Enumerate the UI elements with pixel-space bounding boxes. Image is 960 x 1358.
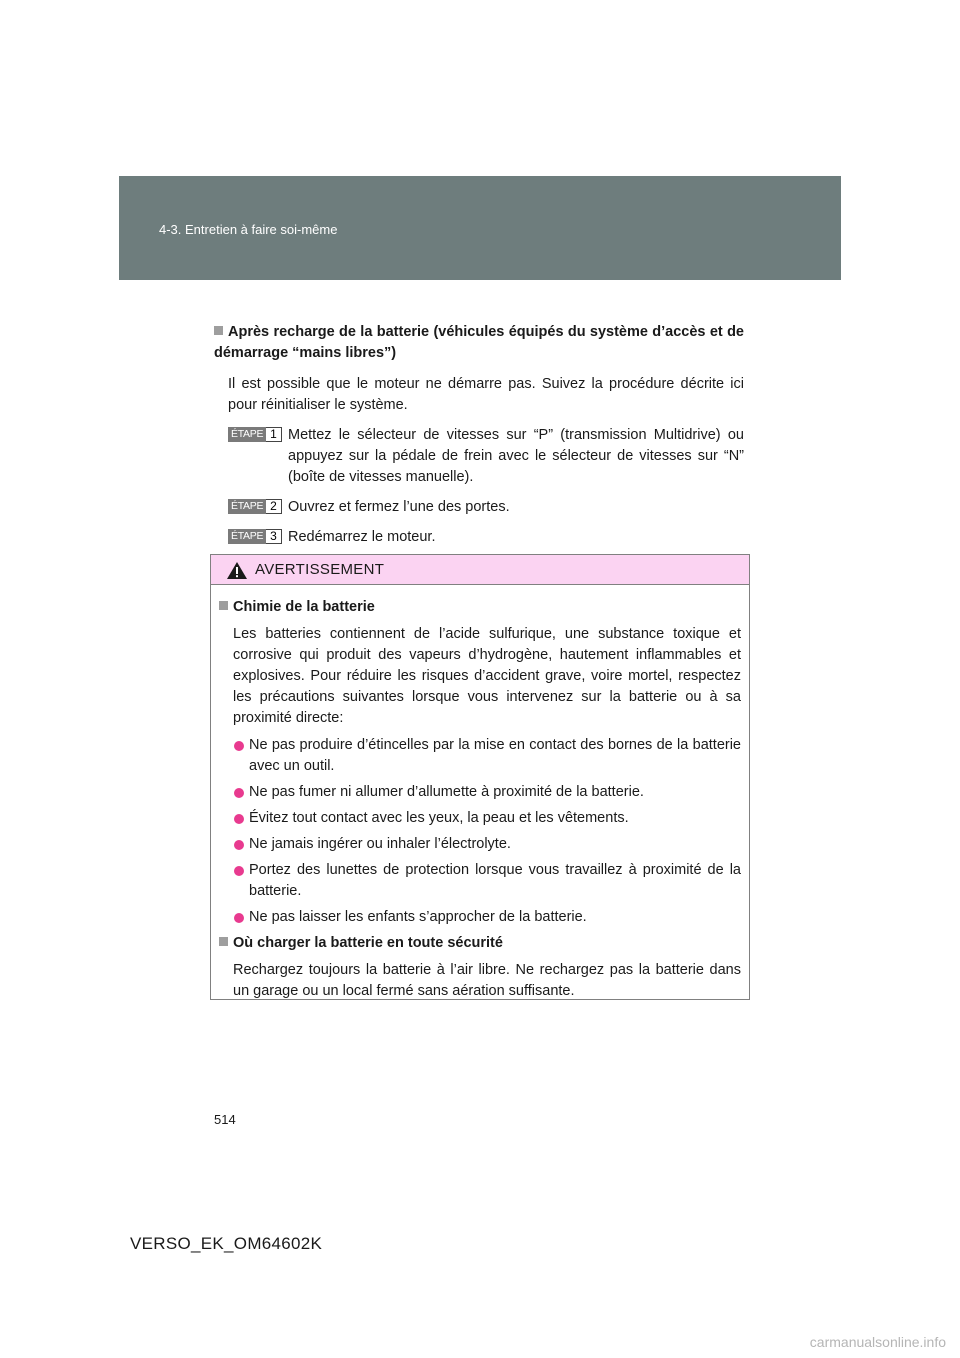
bullet-dot-icon [234, 866, 244, 876]
list-item: Ne jamais ingérer ou inhaler l’électrolyte. [219, 834, 741, 855]
bullet-dot-icon [234, 814, 244, 824]
step-text: Ouvrez et fermez l’une des portes. [288, 499, 510, 515]
warning-bullet-list [219, 735, 741, 928]
list-item: Portez des lunettes de protection lorsque vous travaillez à proximité de la batterie. [219, 860, 741, 902]
step-badge: ÉTAPE 3 [228, 529, 282, 544]
main-content [214, 322, 744, 548]
intro-text: Il est possible que le moteur ne démarre pas. Suivez la procédure décrite ici pour réinitialiser le système. [228, 376, 744, 413]
header-band [119, 176, 841, 280]
intro-heading-text: Après recharge de la batterie (véhicules équipés du système d’accès et de démarrage “mains libres”) [214, 324, 744, 361]
section-title: 4-3. Entretien à faire soi-même [159, 222, 338, 237]
warning-body [211, 585, 749, 1002]
warning-text-1: Les batteries contiennent de l’acide sulfurique, une substance toxique et corrosive qui produit des vapeurs d’hydrogène, hautement inflammables et explosives. Pour réduire les risques d’accident grave, voire mortel, respectez les précautions suivantes lorsque vous intervenez sur la batterie ou à sa proximité directe: [233, 626, 741, 726]
list-item: Ne pas laisser les enfants s’approcher de la batterie. [219, 907, 741, 928]
page-number: 514 [214, 1112, 236, 1127]
warning-text-2: Rechargez toujours la batterie à l’air libre. Ne rechargez pas la batterie dans un garage ou un local fermé sans aération suffisante. [233, 962, 741, 999]
square-bullet-icon [214, 326, 223, 335]
bullet-dot-icon [234, 788, 244, 798]
step-2 [214, 497, 744, 518]
list-item: Évitez tout contact avec les yeux, la peau et les vêtements. [219, 808, 741, 829]
intro-heading [214, 322, 744, 364]
warning-heading-1: Chimie de la batterie [219, 597, 741, 618]
bullet-dot-icon [234, 840, 244, 850]
square-bullet-icon [219, 937, 228, 946]
warning-heading-2: Où charger la batterie en toute sécurité [219, 933, 741, 954]
watermark: carmanualsonline.info [809, 1334, 946, 1350]
document-code: VERSO_EK_OM64602K [130, 1234, 323, 1253]
bullet-dot-icon [234, 741, 244, 751]
step-badge: ÉTAPE 2 [228, 499, 282, 514]
step-3 [214, 527, 744, 548]
warning-header [211, 555, 749, 585]
step-1 [214, 425, 744, 488]
warning-title: AVERTISSEMENT [255, 561, 385, 578]
bullet-dot-icon [234, 913, 244, 923]
step-badge: ÉTAPE 1 [228, 427, 282, 442]
warning-box [210, 554, 750, 1000]
warning-triangle-icon [227, 562, 247, 579]
list-item: Ne pas produire d’étincelles par la mise en contact des bornes de la batterie avec un outil. [219, 735, 741, 777]
square-bullet-icon [219, 601, 228, 610]
step-text: Redémarrez le moteur. [288, 529, 436, 545]
list-item: Ne pas fumer ni allumer d’allumette à proximité de la batterie. [219, 782, 741, 803]
step-text: Mettez le sélecteur de vitesses sur “P” (transmission Multidrive) ou appuyez sur la pédale de frein avec le sélecteur de vitesses sur “N” (boîte de vitesses manuelle). [288, 427, 744, 485]
